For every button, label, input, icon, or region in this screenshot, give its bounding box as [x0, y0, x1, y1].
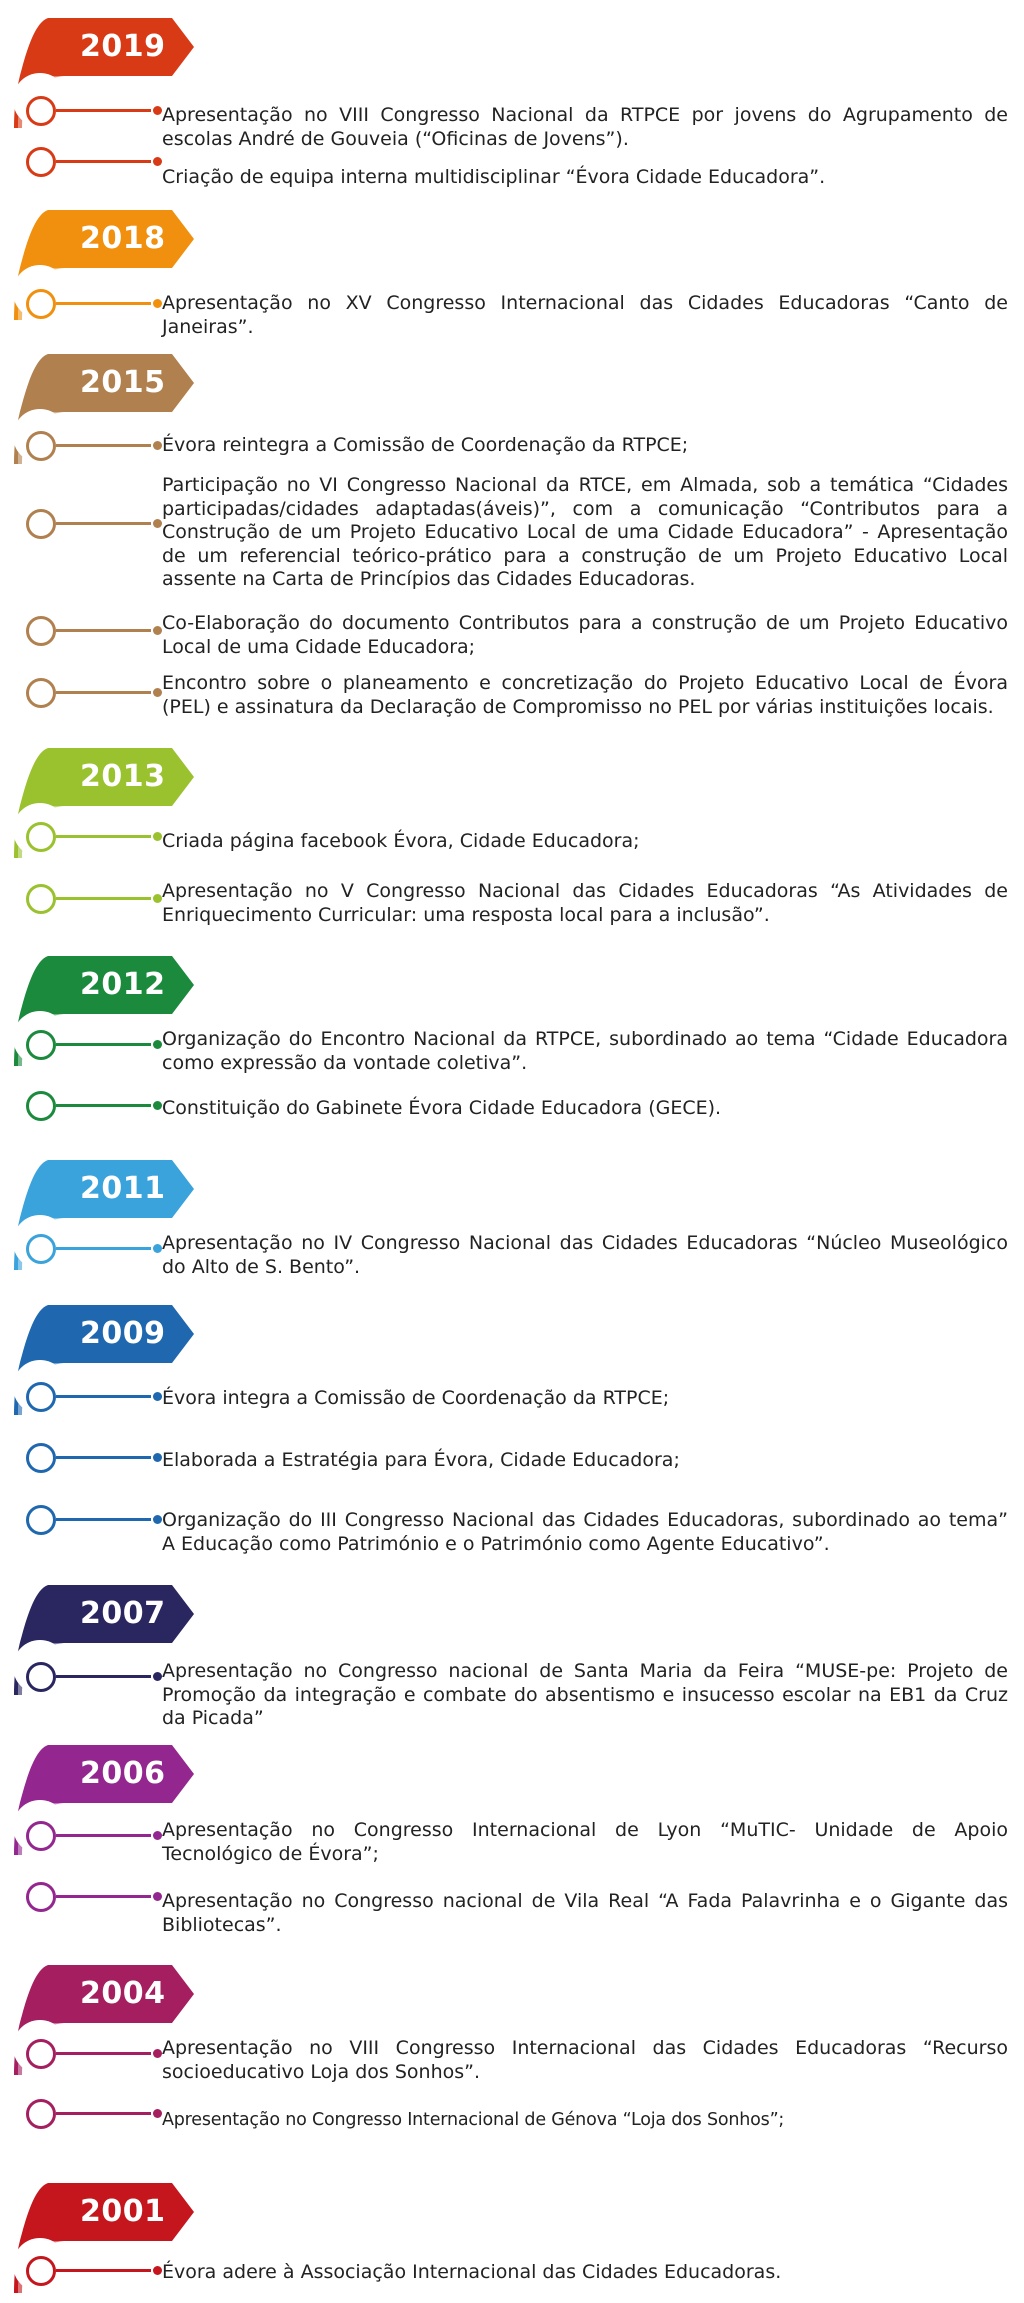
timeline-marker: [20, 611, 150, 651]
year-label: 2015: [80, 365, 166, 400]
bullet-dot-icon: [153, 1453, 162, 1462]
bullet-dot-icon: [153, 688, 162, 697]
year-label: 2009: [80, 1316, 166, 1351]
ring-icon: [26, 1882, 56, 1912]
connector-line: [56, 2052, 151, 2055]
ring-icon: [26, 1234, 56, 1264]
connector-line: [56, 835, 151, 838]
bullet-dot-icon: [153, 157, 162, 166]
bullet-dot-icon: [153, 299, 162, 308]
connector-line: [56, 691, 151, 694]
ring-icon: [26, 1091, 56, 1121]
year-label: 2019: [80, 29, 166, 64]
ring-icon: [26, 96, 56, 126]
year-label: 2013: [80, 759, 166, 794]
timeline-item-text: Apresentação no IV Congresso Nacional das Cidades Educadoras “Núcleo Museológico do Alto de S. Bento”.: [162, 1232, 1008, 1278]
year-tag: [0, 1160, 200, 1218]
timeline-marker: [20, 1025, 150, 1065]
year-tag: [0, 1585, 200, 1643]
connector-line: [56, 160, 151, 163]
ring-icon: [26, 147, 56, 177]
bullet-dot-icon: [153, 894, 162, 903]
year-label: 2018: [80, 221, 166, 256]
bullet-dot-icon: [153, 106, 162, 115]
connector-line: [56, 522, 151, 525]
timeline-item-text: Évora reintegra a Comissão de Coordenação da RTPCE;: [162, 434, 689, 456]
timeline-item-text: Évora integra a Comissão de Coordenação da RTPCE;: [162, 1387, 670, 1409]
ring-icon: [26, 509, 56, 539]
timeline-item-text: Apresentação no XV Congresso Internacional das Cidades Educadoras “Canto de Janeiras”.: [162, 292, 1008, 338]
connector-line: [56, 629, 151, 632]
year-tag: [0, 748, 200, 806]
bullet-dot-icon: [153, 2049, 162, 2058]
ring-icon: [26, 289, 56, 319]
year-label: 2006: [80, 1756, 166, 1791]
bullet-dot-icon: [153, 441, 162, 450]
ring-icon: [26, 1030, 56, 1060]
ring-icon: [26, 884, 56, 914]
timeline-marker: [20, 1086, 150, 1126]
timeline-marker: [20, 879, 150, 919]
year-label: 2004: [80, 1976, 166, 2011]
bullet-dot-icon: [153, 1831, 162, 1840]
timeline-marker: [20, 91, 150, 131]
year-tag: [0, 1305, 200, 1363]
connector-line: [56, 1247, 151, 1250]
ring-icon: [26, 2099, 56, 2129]
timeline-marker: [20, 1377, 150, 1417]
bullet-dot-icon: [153, 1244, 162, 1253]
timeline-item-text: Évora adere à Associação Internacional das Cidades Educadoras.: [162, 2261, 782, 2283]
connector-line: [56, 1456, 151, 1459]
timeline-item-text: Apresentação no V Congresso Nacional das Cidades Educadoras “As Atividades de Enriquecimento Curricular: uma resposta local para a inclusão”.: [162, 880, 1008, 926]
timeline-item-text: Organização do Encontro Nacional da RTPCE, subordinado ao tema “Cidade Educadora como expressão da vontade coletiva”.: [162, 1028, 1008, 1074]
ring-icon: [26, 1382, 56, 1412]
bullet-dot-icon: [153, 2266, 162, 2275]
connector-line: [56, 1895, 151, 1898]
ring-icon: [26, 1821, 56, 1851]
connector-line: [56, 1043, 151, 1046]
ring-icon: [26, 431, 56, 461]
timeline-marker: [20, 426, 150, 466]
timeline-marker: [20, 817, 150, 857]
timeline-item-text: Apresentação no Congresso nacional de Santa Maria da Feira “MUSE-pe: Projeto de Promoção da integração e combate do absentismo e insucesso escolar na EB1 da Cruz da Picada”: [162, 1660, 1008, 1729]
ring-icon: [26, 616, 56, 646]
ring-icon: [26, 822, 56, 852]
ring-icon: [26, 2039, 56, 2069]
connector-line: [56, 1104, 151, 1107]
year-label: 2011: [80, 1171, 166, 1206]
year-label: 2001: [80, 2194, 166, 2229]
timeline-item-text: Co-Elaboração do documento Contributos para a construção de um Projeto Educativo Local de uma Cidade Educadora;: [162, 612, 1008, 658]
bullet-dot-icon: [153, 2109, 162, 2118]
ring-icon: [26, 1505, 56, 1535]
year-tag: [0, 2183, 200, 2241]
bullet-dot-icon: [153, 1892, 162, 1901]
connector-line: [56, 2112, 151, 2115]
year-tag: [0, 1745, 200, 1803]
timeline-marker: [20, 2251, 150, 2291]
ring-icon: [26, 1443, 56, 1473]
timeline-item-text: Participação no VI Congresso Nacional da RTCE, em Almada, sob a temática “Cidades participadas/cidades adaptadas(áveis)”, com a comunicação “Contributos para a Construção de um Projeto Educativo Local de uma Cidade Educadora” - Apresentação de um referencial teórico-prático para a construção de um Projeto Educativo Local assente na Carta de Princípios das Cidades Educadoras.: [162, 474, 1008, 590]
timeline-item-text: Apresentação no VIII Congresso Nacional da RTPCE por jovens do Agrupamento de escolas André de Gouveia (“Oficinas de Jovens”).: [162, 104, 1008, 150]
connector-line: [56, 1395, 151, 1398]
ring-icon: [26, 678, 56, 708]
connector-line: [56, 1518, 151, 1521]
bullet-dot-icon: [153, 1392, 162, 1401]
year-tag: [0, 956, 200, 1014]
bullet-dot-icon: [153, 1672, 162, 1681]
timeline-item-text: Apresentação no VIII Congresso Internacional das Cidades Educadoras “Recurso socioeducativo Loja dos Sonhos”.: [162, 2037, 1008, 2083]
timeline-marker: [20, 284, 150, 324]
bullet-dot-icon: [153, 832, 162, 841]
timeline-marker: [20, 673, 150, 713]
timeline-marker: [20, 1877, 150, 1917]
connector-line: [56, 897, 151, 900]
timeline-item-text: Apresentação no Congresso Internacional de Lyon “MuTIC- Unidade de Apoio Tecnológico de Évora”;: [162, 1819, 1008, 1865]
bullet-dot-icon: [153, 626, 162, 635]
timeline-marker: [20, 1229, 150, 1269]
connector-line: [56, 302, 151, 305]
timeline-marker: [20, 1657, 150, 1697]
timeline-marker: [20, 1500, 150, 1540]
ring-icon: [26, 2256, 56, 2286]
timeline-item-text: Apresentação no Congresso nacional de Vila Real “A Fada Palavrinha e o Gigante das Bibliotecas”.: [162, 1890, 1008, 1936]
bullet-dot-icon: [153, 519, 162, 528]
timeline-marker: [20, 1816, 150, 1856]
ring-icon: [26, 1662, 56, 1692]
timeline-item-text: Elaborada a Estratégia para Évora, Cidade Educadora;: [162, 1449, 680, 1471]
connector-line: [56, 2269, 151, 2272]
year-tag: [0, 1965, 200, 2023]
connector-line: [56, 109, 151, 112]
bullet-dot-icon: [153, 1515, 162, 1524]
timeline-item-text: Organização do III Congresso Nacional das Cidades Educadoras, subordinado ao tema” A Educação como Património e o Património como Agente Educativo”.: [162, 1509, 1008, 1555]
year-tag: [0, 18, 200, 76]
timeline-marker: [20, 142, 150, 182]
connector-line: [56, 444, 151, 447]
connector-line: [56, 1675, 151, 1678]
year-label: 2007: [80, 1596, 166, 1631]
bullet-dot-icon: [153, 1040, 162, 1049]
year-tag: [0, 210, 200, 268]
timeline-item-text: Encontro sobre o planeamento e concretização do Projeto Educativo Local de Évora (PEL) e assinatura da Declaração de Compromisso no PEL por várias instituições locais.: [162, 672, 1008, 718]
year-tag: [0, 354, 200, 412]
timeline-item-text: Criação de equipa interna multidisciplinar “Évora Cidade Educadora”.: [162, 166, 826, 188]
timeline-marker: [20, 2094, 150, 2134]
timeline-marker: [20, 2034, 150, 2074]
timeline-marker: [20, 504, 150, 544]
timeline-item-text: Constituição do Gabinete Évora Cidade Educadora (GECE).: [162, 1097, 722, 1119]
year-label: 2012: [80, 967, 166, 1002]
connector-line: [56, 1834, 151, 1837]
bullet-dot-icon: [153, 1101, 162, 1110]
timeline-item-text: Apresentação no Congresso Internacional de Génova “Loja dos Sonhos”;: [162, 2110, 785, 2130]
timeline-item-text: Criada página facebook Évora, Cidade Educadora;: [162, 830, 640, 852]
timeline-marker: [20, 1438, 150, 1478]
